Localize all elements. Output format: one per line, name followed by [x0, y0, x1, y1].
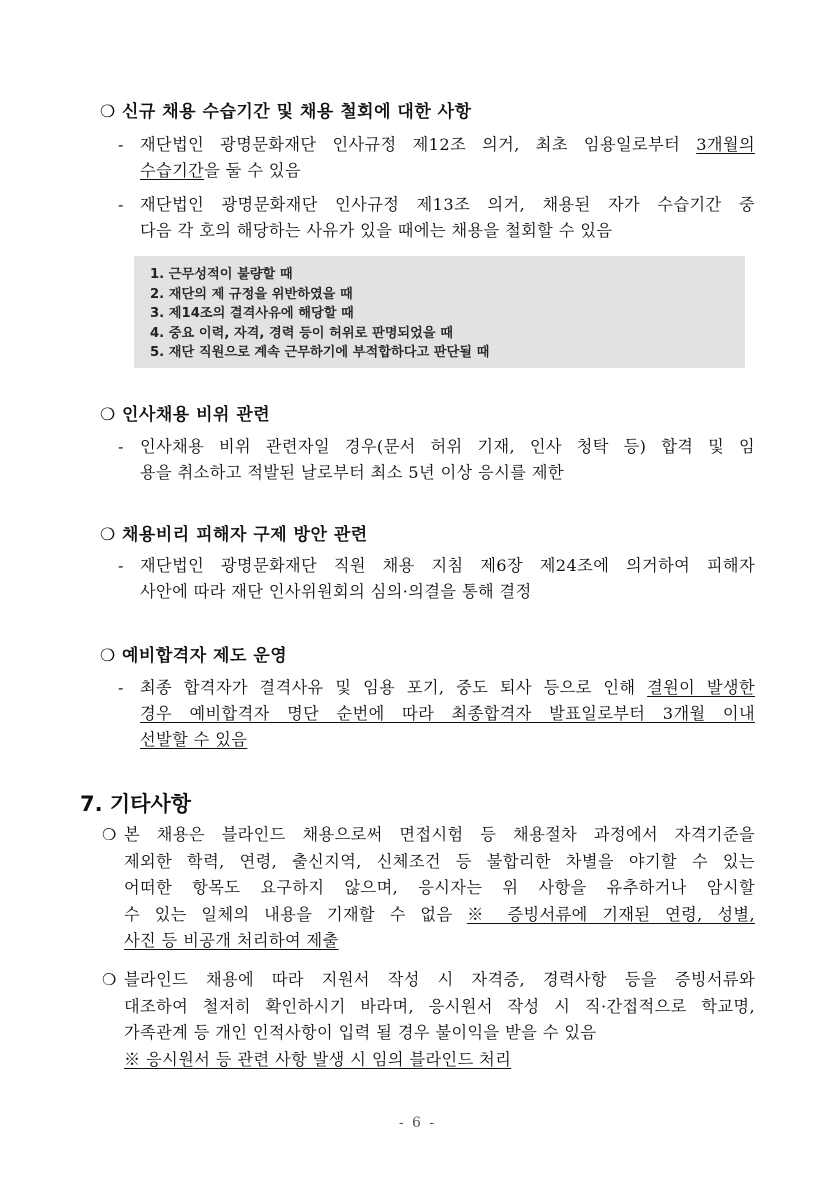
- underlined-text: ※ 증빙서류에 기재된 연령, 성별,: [467, 904, 755, 924]
- section-title: 신규 채용 수습기간 및 채용 철회에 대한 사항: [122, 102, 472, 122]
- text-line: [140, 675, 755, 701]
- text-line: [124, 1047, 755, 1074]
- text-line: [140, 727, 755, 753]
- underlined-text: 3개월의: [696, 135, 755, 154]
- text-line: [140, 132, 755, 158]
- circle-bullet-icon: ❍: [100, 102, 116, 122]
- paragraph-irregularity: [118, 434, 755, 488]
- dash-bullet: -: [118, 437, 124, 456]
- underlined-text: 사진 등 비공개 처리하여 제출: [124, 931, 339, 950]
- text-line: 인사채용 비위 관련자일 경우(문서 허위 기재, 인사 청탁 등) 합격 및 임: [140, 437, 755, 456]
- page-number: - 6 -: [398, 1115, 437, 1131]
- list-item: 1. 근무성적이 불량할 때: [150, 267, 293, 282]
- section-heading-reserve-candidates: [100, 641, 287, 666]
- dash-bullet: -: [118, 678, 124, 697]
- underlined-text: 선발할 수 있음: [140, 730, 248, 749]
- text-line: 재단법인 광명문화재단 인사규정 제13조 의거, 채용된 자가 수습기간 중: [140, 195, 755, 214]
- underlined-text: 수습기간: [140, 161, 205, 180]
- section-title: 인사채용 비위 관련: [122, 405, 271, 425]
- dash-bullet: -: [118, 195, 124, 214]
- withdrawal-reasons-box: [134, 256, 745, 368]
- text-line: 사안에 따라 재단 인사위원회의 심의·의결을 통해 결정: [140, 582, 532, 601]
- text-span: 수 있는 일체의 내용을 기재할 수 없음: [124, 904, 468, 924]
- text-line: 다음 각 호의 해당하는 사유가 있을 때에는 채용을 철회할 수 있음: [140, 221, 613, 240]
- section-heading-probation: [100, 97, 472, 122]
- circle-bullet-icon: ❍: [100, 646, 116, 666]
- dash-bullet: -: [118, 556, 124, 575]
- blind-application-item: [102, 967, 755, 1077]
- list-item: 2. 재단의 제 규정을 위반하였을 때: [150, 286, 353, 302]
- dash-bullet: -: [118, 135, 124, 154]
- list-item: 4. 중요 이력, 자격, 경력 등이 허위로 판명되었을 때: [150, 325, 453, 341]
- text-line: 블라인드 채용에 따라 지원서 작성 시 자격증, 경력사항 등을 증빙서류와: [124, 970, 755, 989]
- text-line: [124, 928, 755, 955]
- underlined-text: 결원이 발생한: [647, 678, 755, 697]
- blind-hiring-item: [102, 822, 755, 957]
- text-line: 제외한 학력, 연령, 출신지역, 신체조건 등 불합리한 차별을 야기할 수 있는: [124, 851, 755, 871]
- text-line: 본 채용은 블라인드 채용으로써 면접시험 등 채용절차 과정에서 자격기준을: [124, 825, 755, 844]
- text-line: 재단법인 광명문화재단 직원 채용 지침 제6장 제24조에 의거하여 피해자: [140, 556, 755, 575]
- underlined-text-line: 경우 예비합격자 명단 순번에 따라 최종합격자 발표일로부터 3개월 이내: [140, 704, 755, 723]
- circle-bullet-icon: ❍: [100, 405, 116, 425]
- list-item: 5. 재단 직원으로 계속 근무하기에 부적합하다고 판단될 때: [150, 345, 490, 360]
- paragraph-reserve-candidates: [118, 675, 755, 755]
- text-line: [140, 158, 755, 184]
- paragraph-hiring-withdrawal: [118, 192, 755, 246]
- text-line: 가족관계 등 개인 인적사항이 입력 될 경우 불이익을 받을 수 있음: [124, 1023, 597, 1042]
- circle-bullet-icon: ❍: [102, 825, 117, 844]
- list-item: 3. 제14조의 결격사유에 해당할 때: [150, 306, 354, 321]
- text-line: 어떠한 항목도 요구하지 않으며, 응시자는 위 사항을 유추하거나 암시할: [124, 878, 755, 897]
- section-heading-irregularity: [100, 400, 270, 425]
- withdrawal-reasons-list: [150, 265, 489, 363]
- section-heading-victim-relief: [100, 520, 368, 545]
- section-title: 예비합격자 제도 운영: [122, 646, 288, 666]
- paragraph-victim-relief: [118, 553, 755, 607]
- paragraph-probation-period: [118, 132, 755, 186]
- text-span: 을 둘 수 있음: [204, 161, 301, 180]
- text-line: 대조하여 철저히 확인하시기 바라며, 응시원서 작성 시 직·간접적으로 학교명,: [124, 996, 755, 1016]
- circle-bullet-icon: ❍: [100, 525, 116, 545]
- text-line: 용을 취소하고 적발된 날로부터 최소 5년 이상 응시를 제한: [140, 463, 564, 482]
- circle-bullet-icon: ❍: [102, 970, 117, 989]
- section-title: 채용비리 피해자 구제 방안 관련: [122, 525, 368, 545]
- section-7-title: 7. 기타사항: [80, 792, 192, 816]
- text-line: [124, 902, 755, 929]
- underlined-text: ※ 응시원서 등 관련 사항 발생 시 임의 블라인드 처리: [124, 1049, 512, 1069]
- text-span: 재단법인 광명문화재단 인사규정 제12조 의거, 최초 임용일로부터: [140, 135, 697, 154]
- text-span: 최종 합격자가 결격사유 및 임용 포기, 중도 퇴사 등으로 인해: [140, 678, 648, 697]
